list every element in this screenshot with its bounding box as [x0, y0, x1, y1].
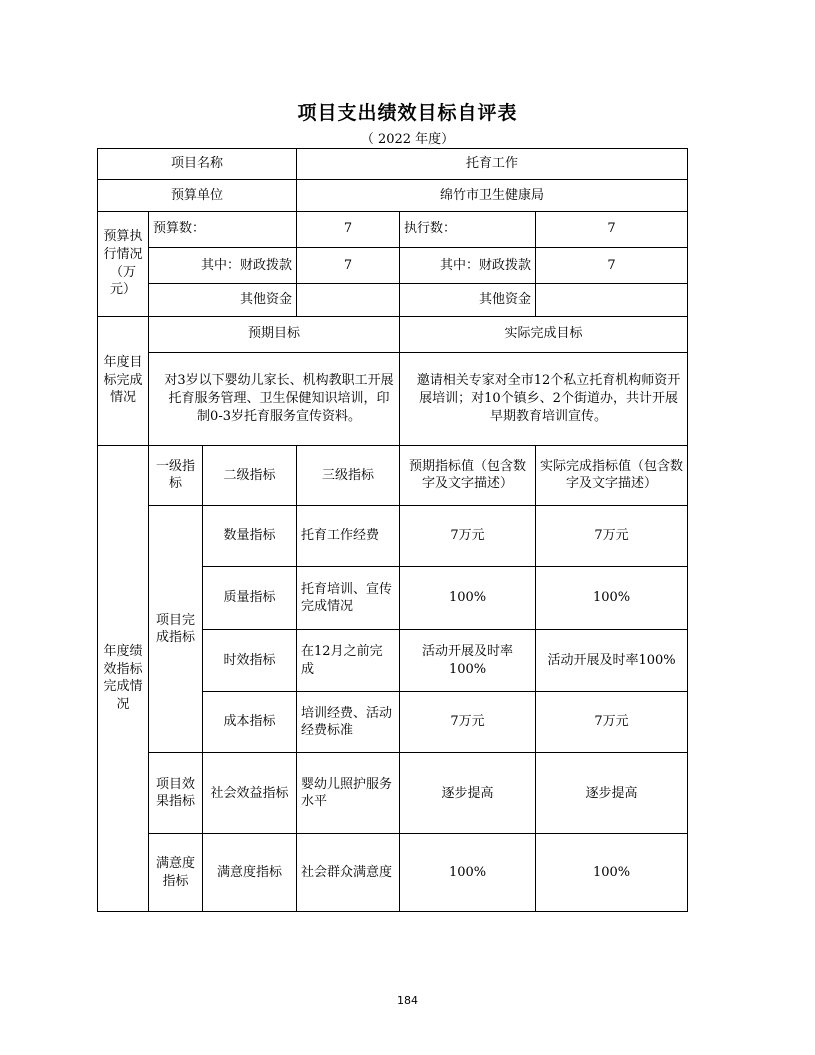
row-actual: 7万元 [536, 506, 688, 567]
group-completion: 项目完成指标 [149, 506, 203, 753]
other-funds-row [98, 284, 688, 316]
goal-text-row [98, 352, 688, 445]
executed-value: 7 [536, 211, 688, 247]
goal-header-row [98, 316, 688, 352]
table-row [98, 753, 688, 834]
perf-label: 年度绩效指标完成情况 [98, 445, 149, 911]
project-name-value: 托育工作 [297, 149, 688, 180]
row-expected: 100% [400, 566, 536, 630]
row-expected: 逐步提高 [400, 753, 536, 834]
row-level2: 满意度指标 [203, 834, 297, 912]
budget-unit-value: 绵竹市卫生健康局 [297, 180, 688, 211]
project-name-label: 项目名称 [98, 149, 297, 180]
row-level2: 成本指标 [203, 691, 297, 753]
annual-goal-label: 年度目标完成情况 [98, 316, 149, 445]
table-row [98, 506, 688, 567]
fiscal-row [98, 247, 688, 283]
row-level2: 社会效益指标 [203, 753, 297, 834]
actual-goal-header: 实际完成目标 [400, 316, 688, 352]
budget-exec-label: 预算执行情况（万元） [98, 211, 149, 316]
row-level3: 在12月之前完成 [297, 630, 400, 692]
col-expected: 预期指标值（包含数字及文字描述） [400, 445, 536, 506]
budget-amount-row [98, 211, 688, 247]
budget-amount-label: 预算数： [149, 211, 297, 247]
row-level2: 数量指标 [203, 506, 297, 567]
row-level2: 时效指标 [203, 630, 297, 692]
project-name-row [98, 149, 688, 180]
other-funds-label-budget: 其他资金 [149, 284, 297, 316]
col-actual: 实际完成指标值（包含数字及文字描述） [536, 445, 688, 506]
row-expected: 活动开展及时率100% [400, 630, 536, 692]
fiscal-label-executed: 其中：财政拨款 [400, 247, 536, 283]
expected-goal-header: 预期目标 [149, 316, 400, 352]
row-level3: 托育工作经费 [297, 506, 400, 567]
row-level3: 社会群众满意度 [297, 834, 400, 912]
row-expected: 100% [400, 834, 536, 912]
document-year: （ 2022 年度） [360, 132, 455, 147]
other-funds-label-executed: 其他资金 [400, 284, 536, 316]
budget-unit-row [98, 180, 688, 211]
col-level1: 一级指标 [149, 445, 203, 506]
row-expected: 7万元 [400, 506, 536, 567]
col-level2: 二级指标 [203, 445, 297, 506]
table-row [98, 834, 688, 912]
fiscal-budget-value: 7 [297, 247, 400, 283]
budget-amount-value: 7 [297, 211, 400, 247]
row-level3: 培训经费、活动经费标准 [297, 691, 400, 753]
row-level3: 婴幼儿照护服务水平 [297, 753, 400, 834]
row-actual: 100% [536, 566, 688, 630]
other-funds-executed-value [536, 284, 688, 316]
perf-header-row [98, 445, 688, 506]
document-title: 项目支出绩效目标自评表 [297, 102, 518, 124]
group-effect: 项目效果指标 [149, 753, 203, 834]
row-actual: 7万元 [536, 691, 688, 753]
other-funds-budget-value [297, 284, 400, 316]
row-level3: 托育培训、宣传完成情况 [297, 566, 400, 630]
expected-goal-text: 对3岁以下婴幼儿家长、机构教职工开展托育服务管理、卫生保健知识培训，印制0-3岁托育服务宣传资料。 [149, 352, 400, 445]
row-actual: 活动开展及时率100% [536, 630, 688, 692]
row-level2: 质量指标 [203, 566, 297, 630]
row-actual: 100% [536, 834, 688, 912]
actual-goal-text: 邀请相关专家对全市12个私立托育机构师资开展培训；对10个镇乡、2个街道办，共计开展早期教育培训宣传。 [400, 352, 688, 445]
fiscal-label-budget: 其中：财政拨款 [149, 247, 297, 283]
executed-label: 执行数： [400, 211, 536, 247]
page-number: 184 [397, 994, 418, 1007]
row-actual: 逐步提高 [536, 753, 688, 834]
budget-unit-label: 预算单位 [98, 180, 297, 211]
self-evaluation-table [97, 148, 688, 912]
col-level3: 三级指标 [297, 445, 400, 506]
fiscal-executed-value: 7 [536, 247, 688, 283]
group-satisfaction: 满意度指标 [149, 834, 203, 912]
row-expected: 7万元 [400, 691, 536, 753]
